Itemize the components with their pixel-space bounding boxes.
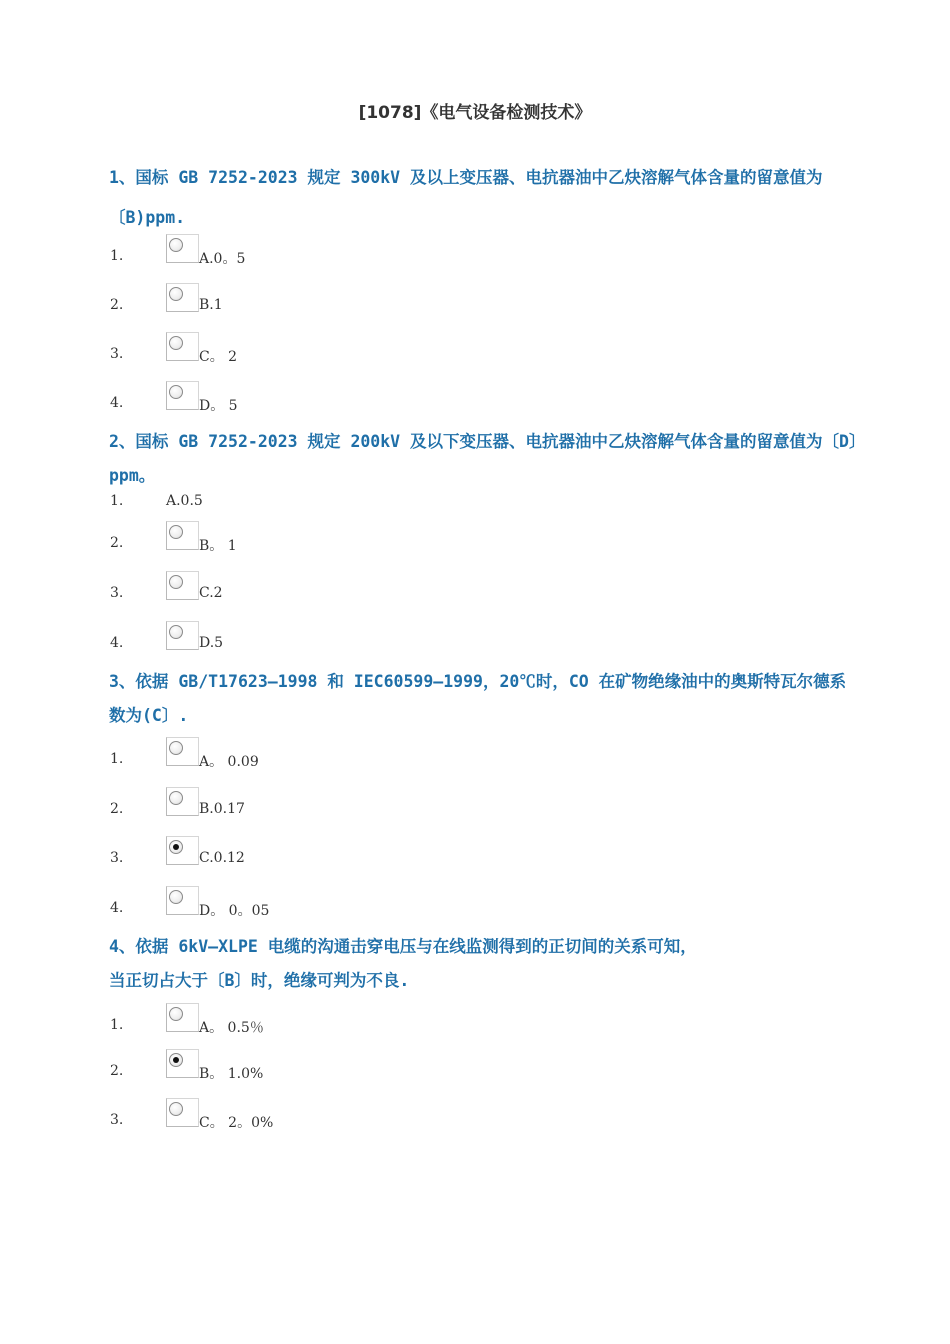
option-label: A.0.5 (166, 493, 203, 509)
option-radio[interactable] (166, 1003, 199, 1032)
option-label: B。 1.0% (199, 1066, 264, 1082)
radio-unchecked-icon (169, 336, 183, 350)
question-4 (109, 933, 889, 991)
option-row (0, 1049, 950, 1089)
option-row (0, 621, 950, 661)
option-label: B.0.17 (199, 801, 245, 817)
option-label: D。 0。05 (199, 903, 270, 919)
option-number: 2. (110, 801, 124, 817)
document-title: [1078]《电气设备检测技术》 (358, 103, 592, 123)
option-row (0, 571, 950, 611)
option-radio[interactable] (166, 1098, 199, 1127)
question-text-continued: 当正切占大于〔B〕时，绝缘可判为不良. (109, 971, 410, 990)
option-number: 3. (110, 1112, 124, 1128)
question-text-continued: ppm。 (109, 466, 156, 485)
option-row (0, 332, 950, 372)
option-number: 2. (110, 297, 124, 313)
radio-checked-icon (169, 1053, 183, 1067)
option-radio[interactable] (166, 283, 199, 312)
option-row (0, 886, 950, 926)
option-label: A。 0.5％ (199, 1020, 264, 1036)
option-radio[interactable] (166, 381, 199, 410)
option-label: B.1 (199, 297, 223, 313)
option-row (0, 283, 950, 323)
option-row (0, 381, 950, 421)
question-text-continued: 数为(C〕. (109, 706, 189, 725)
option-radio[interactable] (166, 836, 199, 865)
option-row (0, 836, 950, 876)
option-label: D.5 (199, 635, 224, 651)
option-label: B。 1 (199, 538, 237, 554)
option-row (0, 787, 950, 827)
option-radio[interactable] (166, 332, 199, 361)
option-label: D。 5 (199, 398, 238, 414)
option-radio[interactable] (166, 1049, 199, 1078)
option-number: 1. (110, 493, 124, 509)
radio-unchecked-icon (169, 287, 183, 301)
radio-unchecked-icon (169, 890, 183, 904)
radio-unchecked-icon (169, 385, 183, 399)
option-number: 3. (110, 850, 124, 866)
question-text: 4、依据 6kV—XLPE 电缆的沟通击穿电压与在线监测得到的正切间的关系可知， (109, 937, 697, 956)
option-radio[interactable] (166, 234, 199, 263)
option-number: 1. (110, 1017, 124, 1033)
question-3 (109, 668, 889, 726)
option-row (0, 479, 950, 519)
radio-unchecked-icon (169, 1102, 183, 1116)
option-number: 1. (110, 751, 124, 767)
radio-unchecked-icon (169, 625, 183, 639)
option-number: 2. (110, 535, 124, 551)
radio-unchecked-icon (169, 1007, 183, 1021)
question-text: 1、国标 GB 7252-2023 规定 300kV 及以上变压器、电抗器油中乙炔溶解气体含量的留意值为 (109, 168, 823, 187)
radio-unchecked-icon (169, 525, 183, 539)
option-label: C.2 (199, 585, 223, 601)
option-number: 4. (110, 395, 124, 411)
option-label: C.0.12 (199, 850, 245, 866)
option-label: C。 2 (199, 349, 238, 365)
option-row (0, 521, 950, 561)
option-label: C。 2。0% (199, 1115, 274, 1131)
option-row (0, 737, 950, 777)
option-radio[interactable] (166, 737, 199, 766)
question-text-continued: 〔B)ppm. (109, 208, 186, 227)
option-number: 4. (110, 900, 124, 916)
radio-checked-icon (169, 840, 183, 854)
option-number: 4. (110, 635, 124, 651)
option-number: 3. (110, 585, 124, 601)
question-1 (109, 164, 889, 228)
option-radio[interactable] (166, 571, 199, 600)
option-number: 1. (110, 248, 124, 264)
option-row (0, 1098, 950, 1138)
radio-unchecked-icon (169, 741, 183, 755)
option-radio[interactable] (166, 521, 199, 550)
option-number: 2. (110, 1063, 124, 1079)
option-label: A。 0.09 (199, 754, 259, 770)
question-2 (109, 428, 889, 486)
radio-unchecked-icon (169, 791, 183, 805)
question-text: 2、国标 GB 7252-2023 规定 200kV 及以下变压器、电抗器油中乙炔溶解气体含量的留意值为〔D〕 (109, 432, 866, 451)
question-text: 3、依据 GB/T17623—1998 和 IEC60599—1999，20℃时，CO 在矿物绝缘油中的奥斯特瓦尔德系 (109, 672, 847, 691)
option-row (0, 234, 950, 274)
radio-unchecked-icon (169, 238, 183, 252)
radio-unchecked-icon (169, 575, 183, 589)
option-row (0, 1003, 950, 1043)
option-radio[interactable] (166, 787, 199, 816)
option-radio[interactable] (166, 621, 199, 650)
option-number: 3. (110, 346, 124, 362)
option-label: A.0。5 (199, 251, 246, 267)
option-radio[interactable] (166, 886, 199, 915)
